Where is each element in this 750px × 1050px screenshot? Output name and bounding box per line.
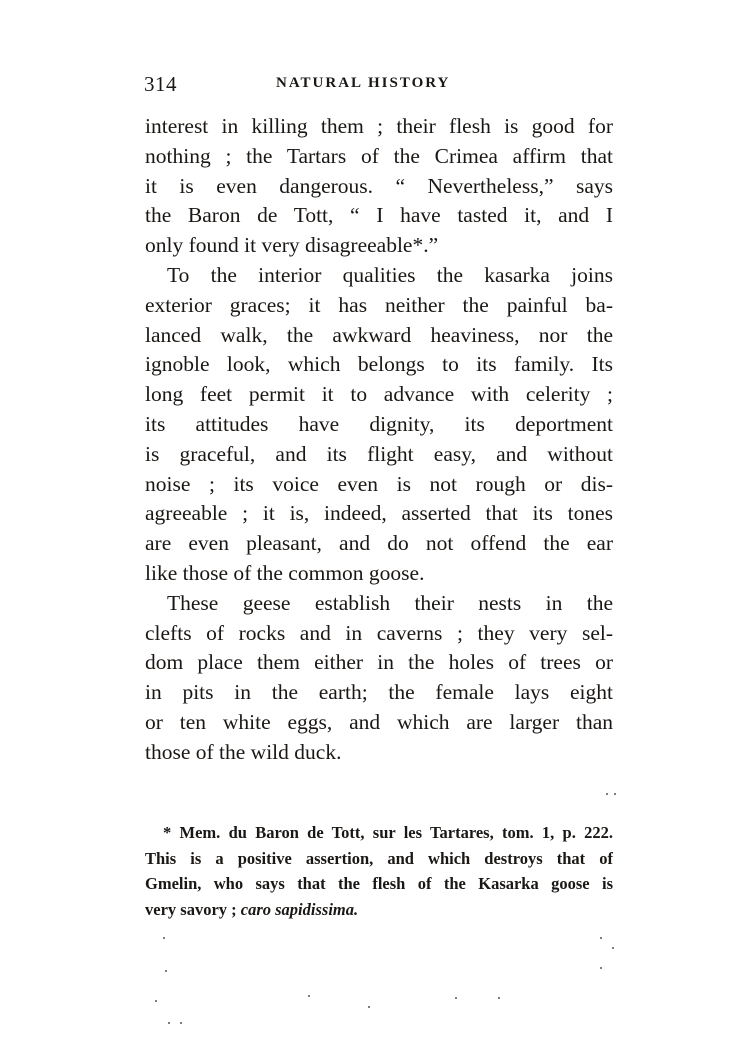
text-line: those of the wild duck. <box>145 739 342 764</box>
print-speck <box>308 995 310 997</box>
body-text <box>145 112 613 768</box>
print-speck <box>163 937 165 939</box>
paragraph-start-line: These geese establish their nests in the <box>167 590 613 615</box>
text-line: only found it very disagreeable*.” <box>145 233 439 258</box>
text-line: the Baron de Tott, “ I have tasted it, and I <box>145 203 613 228</box>
paragraph-start-line: To the interior qualities the kasarka joins <box>167 262 613 287</box>
text-line: its attitudes have dignity, its deportment <box>145 411 613 436</box>
footnote-line <box>145 897 613 923</box>
text-line: noise ; its voice even is not rough or dis- <box>145 471 613 496</box>
text-line: or ten white eggs, and which are larger than <box>145 709 613 734</box>
text-line: in pits in the earth; the female lays eight <box>145 680 613 705</box>
text-line: is graceful, and its flight easy, and without <box>145 441 613 466</box>
print-speck <box>498 997 500 999</box>
print-speck <box>180 1022 182 1024</box>
text-line: ignoble look, which belongs to its family. Its <box>145 352 613 377</box>
text-line: interest in killing them ; their flesh is good for <box>145 114 613 138</box>
print-speck <box>600 967 602 969</box>
print-speck <box>606 793 608 795</box>
running-head: NATURAL HISTORY <box>276 75 451 91</box>
text-line: long feet permit it to advance with celerity ; <box>145 382 613 407</box>
print-speck <box>368 1006 370 1008</box>
footnote-italic-text: caro sapidissima. <box>240 899 359 919</box>
text-line: clefts of rocks and in caverns ; they very sel- <box>145 620 613 645</box>
text-line: are even pleasant, and do not offend the ear <box>145 531 613 556</box>
print-speck <box>455 997 457 999</box>
print-speck <box>600 937 602 939</box>
footnote <box>145 820 613 922</box>
page-header <box>144 72 614 100</box>
footnote-line: Gmelin, who says that the flesh of the Kasarka goose is <box>145 874 613 893</box>
text-line: dom place them either in the holes of trees or <box>145 650 613 675</box>
footnote-line: This is a positive assertion, and which destroys that of <box>145 848 613 868</box>
print-speck <box>168 1022 170 1024</box>
print-speck <box>165 970 167 972</box>
print-speck <box>614 793 616 795</box>
footnote-text: very savory ; <box>145 899 241 919</box>
text-line: lanced walk, the awkward heaviness, nor the <box>145 322 613 347</box>
print-speck <box>155 1000 157 1002</box>
print-speck <box>612 947 614 949</box>
footnote-line: * Mem. du Baron de Tott, sur les Tartares, tom. 1, p. 222. <box>163 823 613 842</box>
text-line: nothing ; the Tartars of the Crimea affirm that <box>145 143 613 168</box>
text-line: it is even dangerous. “ Nevertheless,” says <box>145 173 613 198</box>
text-line: exterior graces; it has neither the painful ba- <box>145 292 613 317</box>
text-line: like those of the common goose. <box>145 560 425 585</box>
text-line: agreeable ; it is, indeed, asserted that its tones <box>145 501 613 526</box>
page-number: 314 <box>144 72 177 96</box>
